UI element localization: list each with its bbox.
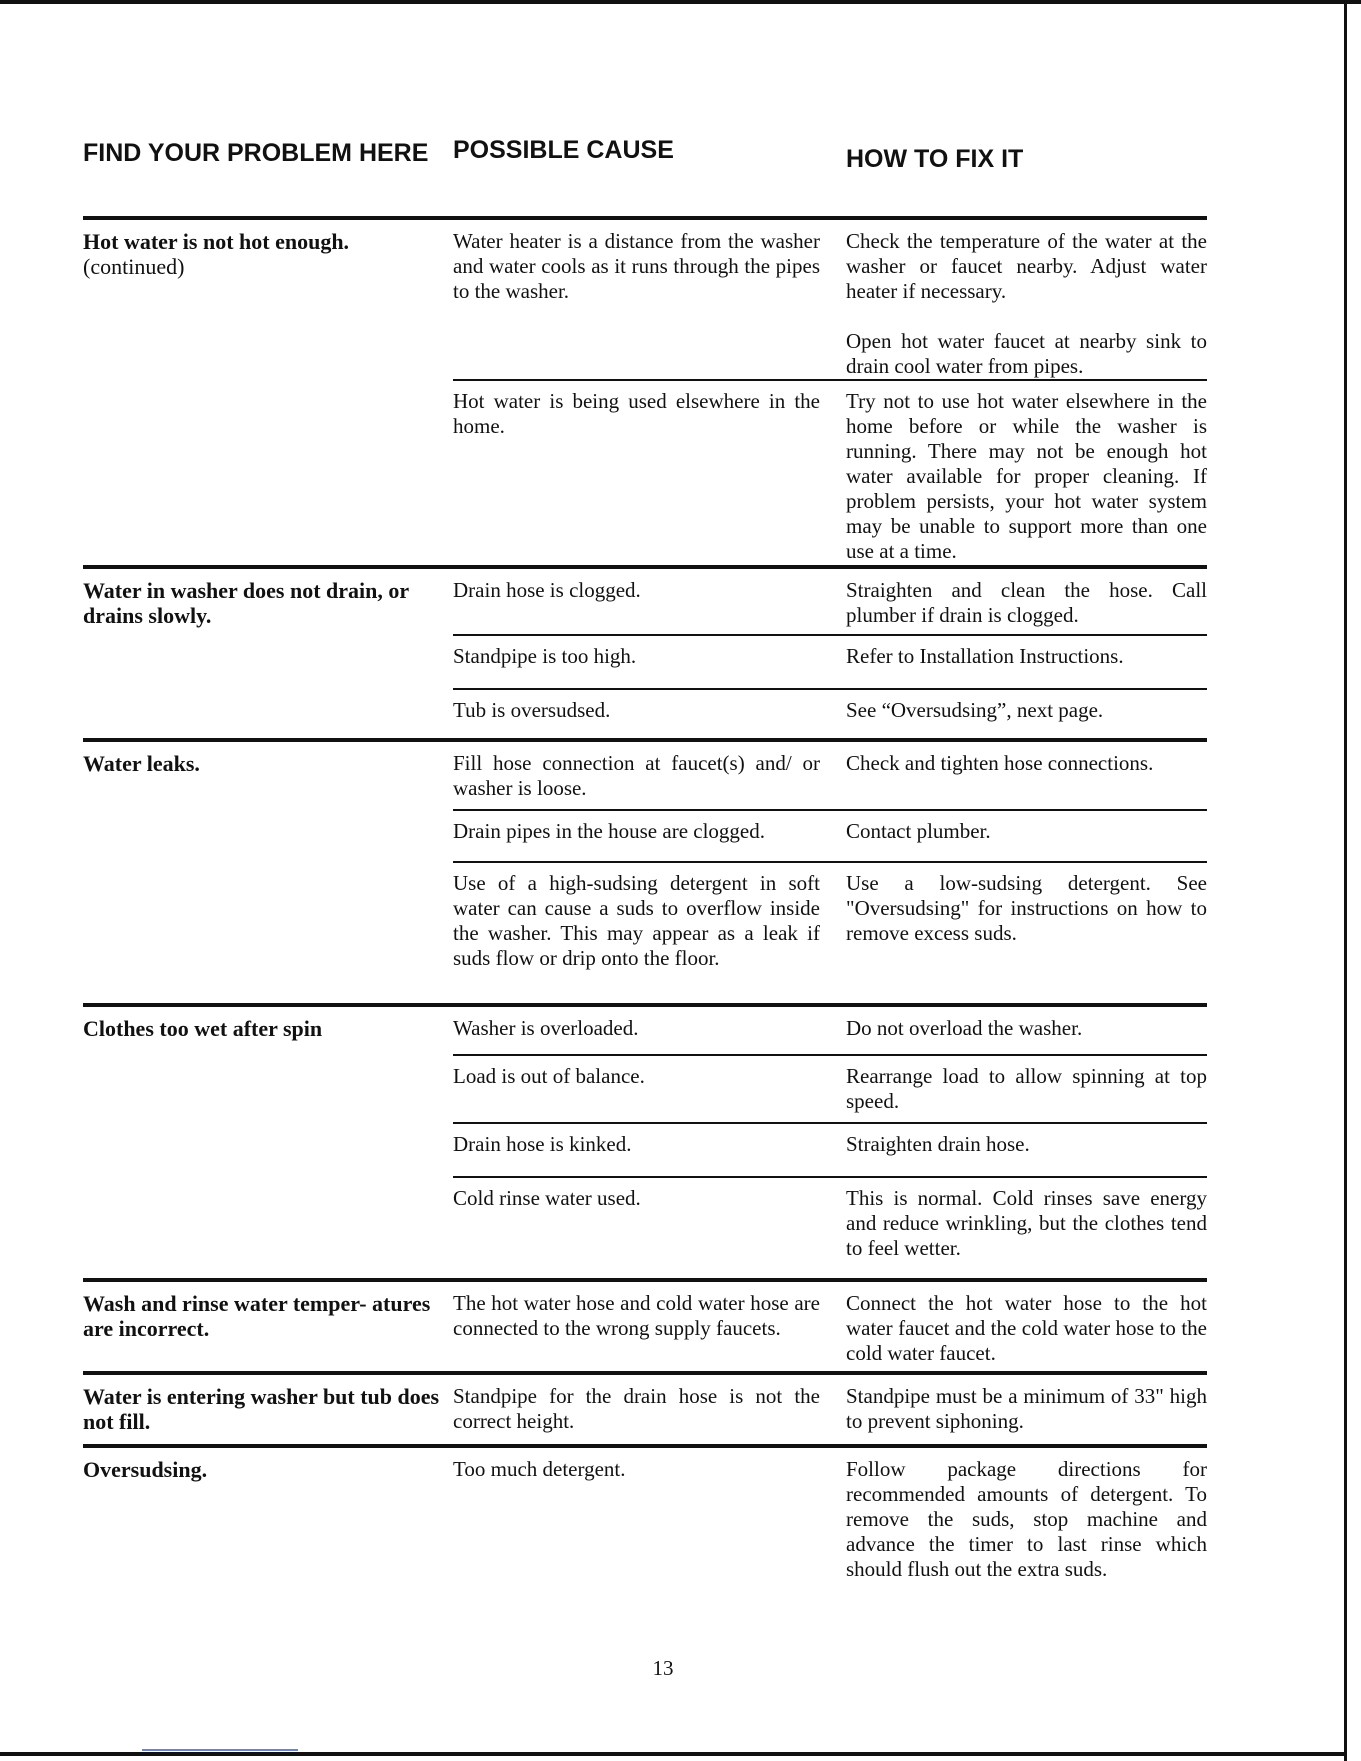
header-cause: POSSIBLE CAUSE — [453, 136, 674, 164]
possible-cause: Cold rinse water used. — [453, 1186, 641, 1210]
problem-cell — [83, 578, 453, 738]
fix-paragraph: This is normal. Cold rinses save energy and reduce wrinkling, but the clothes tend to feel wetter. — [846, 1186, 1207, 1260]
fix-paragraph: Straighten and clean the hose. Call plumber if drain is clogged. — [846, 578, 1207, 627]
problem-cell — [83, 1016, 453, 1278]
fix-paragraph: See “Oversudsing”, next page. — [846, 698, 1104, 722]
possible-cause: Standpipe for the drain hose is not the correct height. — [453, 1384, 820, 1433]
how-to-fix — [846, 1457, 1207, 1582]
possible-cause: Hot water is being used elsewhere in the home. — [453, 389, 820, 438]
cause-fix-row — [453, 1384, 1207, 1444]
fix-paragraph: Standpipe must be a minimum of 33" high to prevent siphoning. — [846, 1384, 1207, 1433]
how-to-fix — [846, 1064, 1207, 1122]
scan-border-bottom — [0, 1752, 1346, 1756]
problem-cell — [83, 1291, 453, 1371]
cause-fix-rows — [453, 578, 1207, 738]
cause-fix-row — [453, 578, 1207, 634]
problem-cell — [83, 751, 453, 1003]
cause-fix-row — [453, 1291, 1207, 1371]
cause-fix-rows — [453, 751, 1207, 1003]
fix-paragraph: Connect the hot water hose to the hot water faucet and the cold water hose to the cold water faucet. — [846, 1291, 1207, 1365]
cause-fix-rows — [453, 1457, 1207, 1582]
cause-fix-row — [453, 1016, 1207, 1054]
problem-cell — [83, 1384, 453, 1444]
how-to-fix — [846, 1016, 1207, 1054]
how-to-fix — [846, 1291, 1207, 1371]
cause-fix-row — [453, 809, 1207, 861]
how-to-fix — [846, 578, 1207, 634]
fix-paragraph: Use a low-sudsing detergent. See "Oversudsing" for instructions on how to remove excess suds. — [846, 871, 1207, 945]
possible-cause: Tub is oversudsed. — [453, 698, 611, 722]
fix-paragraph: Open hot water faucet at nearby sink to drain cool water from pipes. — [846, 329, 1207, 378]
problem-section — [83, 1371, 1207, 1444]
column-headers — [83, 136, 1207, 216]
fix-paragraph: Rearrange load to allow spinning at top speed. — [846, 1064, 1207, 1113]
possible-cause: The hot water hose and cold water hose are connected to the wrong supply faucets. — [453, 1291, 820, 1340]
cause-fix-row — [453, 379, 1207, 565]
fix-paragraph: Straighten drain hose. — [846, 1132, 1030, 1156]
fix-paragraph: Contact plumber. — [846, 819, 991, 843]
possible-cause: Use of a high-sudsing detergent in soft water can cause a suds to overflow inside the washer. This may appear as a leak if suds flow or drip onto the floor. — [453, 871, 820, 970]
problem-title: Water is entering washer but tub does not fill. — [83, 1384, 440, 1434]
possible-cause: Drain hose is clogged. — [453, 578, 641, 602]
page-number: 13 — [652, 1656, 674, 1680]
problem-cell — [83, 1457, 453, 1582]
problem-title: Clothes too wet after spin — [83, 1016, 323, 1041]
problem-title: Oversudsing. — [83, 1457, 208, 1482]
fix-paragraph: Refer to Installation Instructions. — [846, 644, 1124, 668]
cause-fix-row — [453, 688, 1207, 738]
problem-title: Wash and rinse water temper- atures are incorrect. — [83, 1291, 431, 1341]
how-to-fix — [846, 751, 1207, 809]
cause-fix-row — [453, 1176, 1207, 1278]
problem-section — [83, 1003, 1207, 1278]
fix-paragraph: Try not to use hot water elsewhere in the home before or while the washer is running. There may not be enough hot water available for proper cleaning. If problem persists, your hot water system may be unable to support more than one use at a time. — [846, 389, 1207, 563]
possible-cause: Drain pipes in the house are clogged. — [453, 819, 765, 843]
possible-cause: Washer is overloaded. — [453, 1016, 639, 1040]
problem-title: Hot water is not hot enough. — [83, 229, 350, 254]
how-to-fix — [846, 1384, 1207, 1444]
cause-fix-row — [453, 1457, 1207, 1582]
troubleshooting-table — [83, 136, 1207, 1582]
how-to-fix — [846, 389, 1207, 565]
scan-artifact-line — [142, 1749, 298, 1751]
cause-fix-rows — [453, 1384, 1207, 1444]
how-to-fix — [846, 644, 1207, 688]
how-to-fix — [846, 1186, 1207, 1278]
fix-paragraph: Follow package directions for recommended amounts of detergent. To remove the suds, stop machine and advance the timer to last rinse which should flush out the extra suds. — [846, 1457, 1207, 1581]
fix-paragraph: Check the temperature of the water at the washer or faucet nearby. Adjust water heater if necessary. — [846, 229, 1207, 303]
how-to-fix — [846, 698, 1207, 738]
problem-title: Water leaks. — [83, 751, 200, 776]
possible-cause: Water heater is a distance from the washer and water cools as it runs through the pipes to the washer. — [453, 229, 820, 303]
problem-sections — [83, 216, 1207, 1582]
how-to-fix — [846, 871, 1207, 1003]
scan-border-top — [0, 0, 1361, 4]
cause-fix-row — [453, 1122, 1207, 1176]
fix-paragraph: Check and tighten hose connections. — [846, 751, 1154, 775]
cause-fix-rows — [453, 229, 1207, 565]
problem-section — [83, 738, 1207, 1003]
possible-cause: Too much detergent. — [453, 1457, 626, 1481]
fix-paragraph: Do not overload the washer. — [846, 1016, 1083, 1040]
problem-section — [83, 565, 1207, 738]
cause-fix-rows — [453, 1291, 1207, 1371]
cause-fix-row — [453, 634, 1207, 688]
problem-section — [83, 1444, 1207, 1582]
problem-title: Water in washer does not drain, or drains slowly. — [83, 578, 409, 628]
cause-fix-rows — [453, 1016, 1207, 1278]
how-to-fix — [846, 819, 1207, 861]
scan-border-right — [1344, 0, 1347, 1761]
cause-fix-row — [453, 1054, 1207, 1122]
cause-fix-row — [453, 229, 1207, 379]
possible-cause: Standpipe is too high. — [453, 644, 637, 668]
header-problem: FIND YOUR PROBLEM HERE — [83, 139, 429, 167]
cause-fix-row — [453, 861, 1207, 1003]
problem-cell — [83, 229, 453, 565]
cause-fix-row — [453, 751, 1207, 809]
problem-section — [83, 1278, 1207, 1371]
possible-cause: Load is out of balance. — [453, 1064, 645, 1088]
problem-section — [83, 216, 1207, 565]
problem-note: (continued) — [83, 254, 185, 279]
how-to-fix — [846, 1132, 1207, 1176]
possible-cause: Fill hose connection at faucet(s) and/ or washer is loose. — [453, 751, 820, 800]
possible-cause: Drain hose is kinked. — [453, 1132, 632, 1156]
how-to-fix — [846, 229, 1207, 379]
header-fix: HOW TO FIX IT — [846, 145, 1024, 173]
